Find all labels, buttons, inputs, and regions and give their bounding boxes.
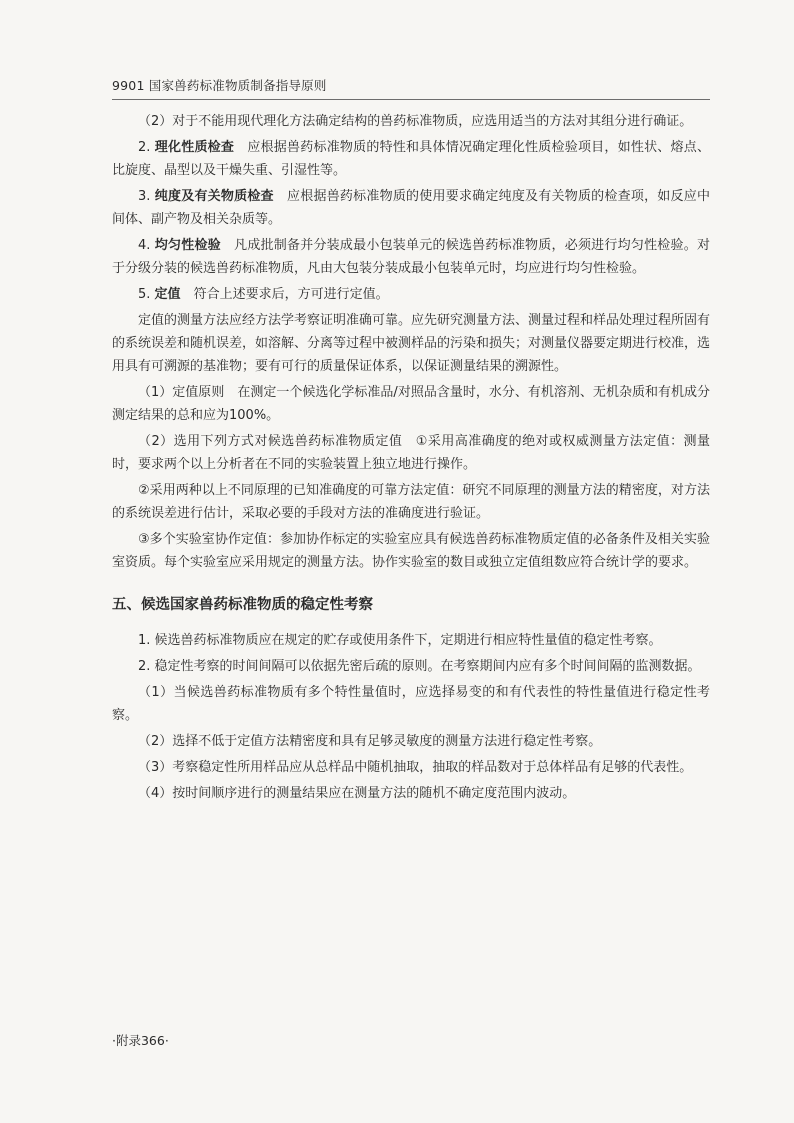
page-body [112,110,710,808]
paragraph-method-three: ③多个实验室协作定值：参加协作标定的实验室应具有候选兽药标准物质定值的必备条件及相关实验室资质。每个实验室应采用规定的测量方法。协作实验室的数目或独立定值组数应符合统计学的要求。 [112,532,710,570]
item-term: 纯度及有关物质检查 [154,189,274,204]
paragraph-physicochemical-check [112,136,710,182]
item-number: 3. [138,189,155,204]
paragraph-method-two: ②采用两种以上不同原理的已知准确度的可靠方法定值：研究不同原理的测量方法的精密度，对方法的系统误差进行估计，采取必要的手段对方法的准确度进行验证。 [112,483,710,521]
paragraph-value-methods: （2）选用下列方式对候选兽药标准物质定值 ①采用高准确度的绝对或权威测量方法定值：测量时，要求两个以上分析者在不同的实验装置上独立地进行操作。 [112,434,710,472]
item-term: 定值 [154,287,181,302]
item-number: 5. [138,287,155,302]
paragraph-stability-2-4: （4）按时间顺序进行的测量结果应在测量方法的随机不确定度范围内波动。 [138,786,576,801]
paragraph-stability-2-3: （3）考察稳定性所用样品应从总样品中随机抽取，抽取的样品数对于总体样品有足够的代表性。 [138,760,693,775]
item-text: 应根据兽药标准物质的特性和具体情况确定理化性质检验项目，如性状、熔点、比旋度、晶型以及干燥失重、引湿性等。 [112,140,710,178]
paragraph-stability-1: 1. 候选兽药标准物质应在规定的贮存或使用条件下，定期进行相应特性量值的稳定性考察。 [138,633,662,648]
paragraph-stability-2-1: （1）当候选兽药标准物质有多个特性量值时，应选择易变的和有代表性的特性量值进行稳定性考察。 [112,685,710,723]
page-number: ·附录366· [112,1033,169,1048]
paragraph-stability-2: 2. 稳定性考察的时间间隔可以依据先密后疏的原则。在考察期间内应有多个时间间隔的监测数据。 [138,659,701,674]
paragraph-purity-check [112,185,710,231]
paragraph-value-principle: （1）定值原则 在测定一个候选化学标准品/对照品含量时，水分、有机溶剂、无机杂质和有机成分测定结果的总和应为100%。 [112,385,710,423]
paragraph-structure-confirmation: （2）对于不能用现代理化方法确定结构的兽药标准物质，应选用适当的方法对其组分进行确证。 [138,114,693,129]
paragraph-homogeneity-test [112,234,710,280]
item-text: 凡成批制备并分装成最小包装单元的候选兽药标准物质，必须进行均匀性检验。对于分级分装的候选兽药标准物质，凡由大包装分装成最小包装单元时，均应进行均匀性检验。 [112,238,710,276]
item-number: 4. [138,238,155,253]
item-text: 符合上述要求后，方可进行定值。 [180,287,389,302]
paragraph-value-assignment [112,283,710,306]
running-header: 9901 国家兽药标准物质制备指导原则 [112,76,710,100]
item-text: 应根据兽药标准物质的使用要求确定纯度及有关物质的检查项，如反应中间体、副产物及相关杂质等。 [112,189,710,227]
item-term: 均匀性检验 [154,238,221,253]
paragraph-measurement-method: 定值的测量方法应经方法学考察证明准确可靠。应先研究测量方法、测量过程和样品处理过程所固有的系统误差和随机误差，如溶解、分离等过程中被测样品的污染和损失；对测量仪器要定期进行校准，选用具有可溯源的基准物；要有可行的质量保证体系，以保证测量结果的溯源性。 [112,313,711,374]
paragraph-stability-2-2: （2）选择不低于定值方法精密度和具有足够灵敏度的测量方法进行稳定性考察。 [138,734,602,749]
item-term: 理化性质检查 [154,140,235,155]
section-heading-stability: 五、候选国家兽药标准物质的稳定性考察 [112,597,373,613]
item-number: 2. [138,140,155,155]
